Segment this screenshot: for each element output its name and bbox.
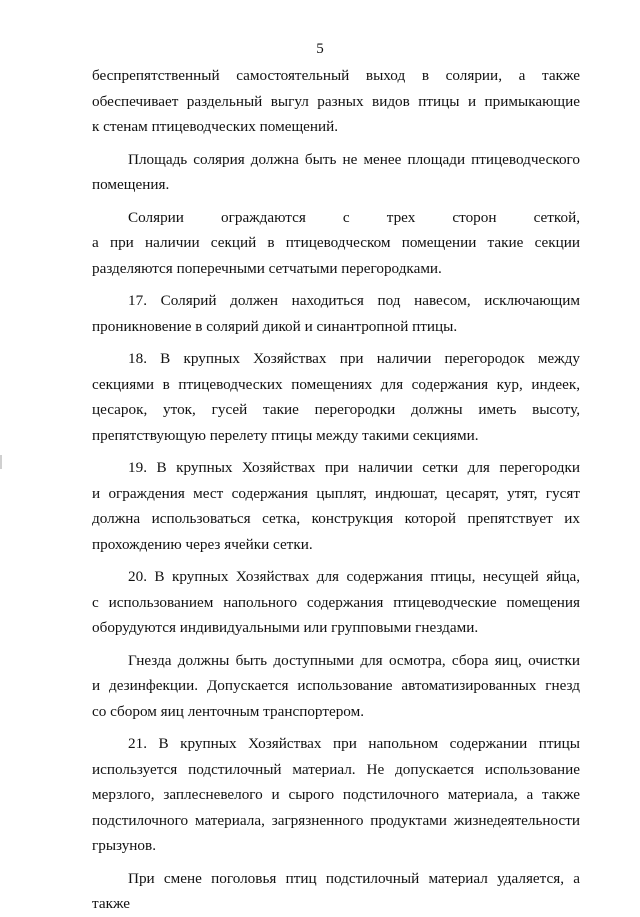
paragraph-line: 19. В крупных Хозяйствах при наличии сетки для перегородки (128, 459, 580, 476)
paragraph-6 (92, 455, 580, 557)
paragraph-line: грызунов. (92, 837, 156, 854)
paragraph-5 (92, 346, 580, 448)
paragraph-line: разделяются поперечными сетчатыми перегородками. (92, 259, 442, 277)
paragraph-line: должна использоваться сетка, конструкция которой препятствует их (92, 510, 580, 527)
paragraph-line: Гнезда должны быть доступными для осмотра, сбора яиц, очистки (128, 651, 580, 669)
paragraph-line: прохождению через ячейки сетки. (92, 535, 313, 553)
paragraph-10 (92, 866, 580, 917)
paragraph-line: мерзлого, заплесневелого и сырого подстилочного материала, а также (92, 786, 580, 803)
document-body (92, 63, 580, 917)
paragraph-7 (92, 564, 580, 641)
paragraph-line: Солярии ограждаются с трех сторон сеткой, (128, 208, 580, 226)
paragraph-2 (92, 147, 580, 198)
paragraph-line: беспрепятственный самостоятельный выход в солярии, а также (92, 67, 580, 84)
paragraph-line: подстилочного материала, загрязненного продуктами жизнедеятельности (92, 811, 580, 829)
paragraph-line: и дезинфекции. Допускается использование автоматизированных гнезд (92, 677, 580, 694)
paragraph-line: помещения. (92, 176, 170, 193)
paragraph-line: используется подстилочный материал. Не допускается использование (92, 760, 580, 778)
paragraph-line: 18. В крупных Хозяйствах при наличии перегородок между (128, 350, 580, 367)
paragraph-1 (92, 63, 580, 140)
paragraph-line: цесарок, уток, гусей такие перегородки должны иметь высоту, (92, 401, 580, 418)
paragraph-9 (92, 731, 580, 859)
paragraph-line: а при наличии секций в птицеводческом помещении такие секции (92, 234, 580, 251)
scan-edge-mark (0, 455, 2, 469)
paragraph-line: 17. Солярий должен находиться под навесом, исключающим (128, 292, 580, 309)
paragraph-4 (92, 288, 580, 339)
paragraph-line: к стенам птицеводческих помещений. (92, 118, 339, 135)
paragraph-line: и ограждения мест содержания цыплят, индюшат, цесарят, утят, гусят (92, 484, 580, 502)
paragraph-line: оборудуются индивидуальными или групповыми гнездами. (92, 619, 479, 636)
paragraph-line: 21. В крупных Хозяйствах при напольном содержании птицы (128, 735, 580, 752)
paragraph-line: со сбором яиц ленточным транспортером. (92, 702, 365, 720)
paragraph-8 (92, 648, 580, 725)
paragraph-line: препятствующую перелету птицы между такими секциями. (92, 426, 479, 444)
paragraph-line: Площадь солярия должна быть не менее площади птицеводческого (128, 150, 580, 168)
paragraph-line: При смене поголовья птиц подстилочный материал удаляется, а также (92, 869, 580, 912)
page-number: 5 (316, 41, 324, 57)
paragraph-line: обеспечивает раздельный выгул разных видов птицы и примыкающие (92, 92, 580, 110)
paragraph-line: секциями в птицеводческих помещениях для содержания кур, индеек, (92, 375, 580, 393)
paragraph-line: проникновение в солярий дикой и синантропной птицы. (92, 317, 458, 335)
paragraph-3 (92, 205, 580, 282)
paragraph-line: с использованием напольного содержания птицеводческие помещения (92, 593, 580, 611)
paragraph-line: 20. В крупных Хозяйствах для содержания птицы, несущей яйца, (128, 568, 580, 585)
